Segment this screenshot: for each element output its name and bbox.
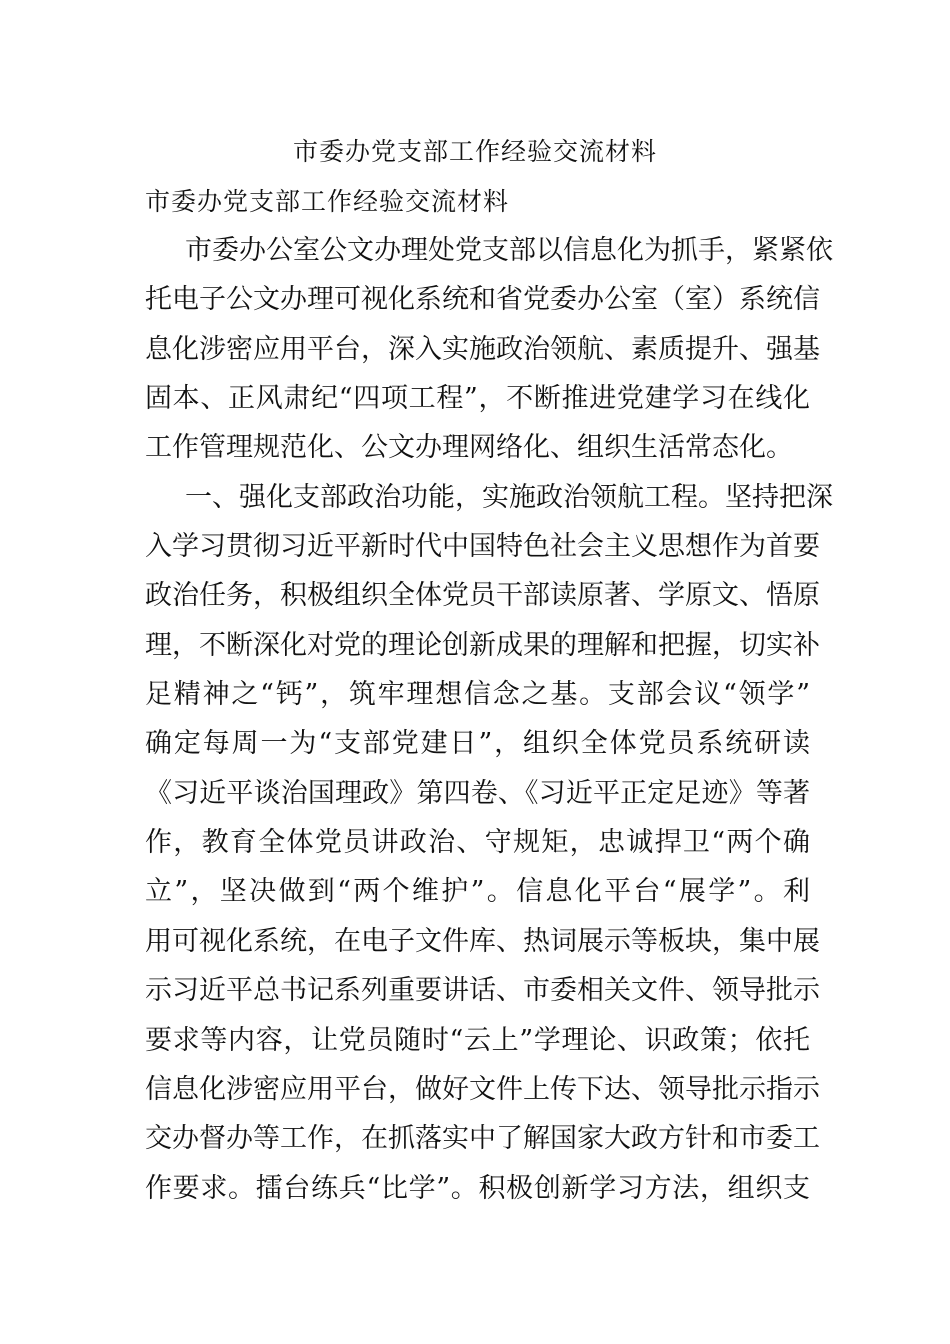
text-line: 交办督办等工作，在抓落实中了解国家大政方针和市委工: [145, 1123, 820, 1155]
text-line: 作要求。擂台练兵“比学”。积极创新学习方法，组织支: [145, 1172, 810, 1204]
text-line: 足精神之“钙”，筑牢理想信念之基。支部会议“领学”: [145, 679, 810, 711]
document-title: 市委办党支部工作经验交流材料: [292, 137, 657, 166]
text-line: 立”，坚决做到“两个维护”。信息化平台“展学”。利: [145, 876, 810, 908]
text-line: 托电子公文办理可视化系统和省党委办公室（室）系统信: [145, 284, 820, 316]
text-line: 工作管理规范化、公文办理网络化、组织生活常态化。: [145, 432, 793, 464]
text-line: 息化涉密应用平台，深入实施政治领航、素质提升、强基: [145, 333, 820, 365]
text-line: 一、强化支部政治功能，实施政治领航工程。坚持把深: [185, 481, 833, 513]
document-body: [145, 226, 833, 1213]
text-line: 用可视化系统，在电子文件库、热词展示等板块，集中展: [145, 925, 820, 957]
text-line: 《习近平谈治国理政》第四卷、《习近平正定足迹》等著: [145, 777, 810, 809]
document-subtitle: 市委办党支部工作经验交流材料: [145, 187, 510, 216]
text-line: 信息化涉密应用平台，做好文件上传下达、领导批示指示: [145, 1073, 820, 1105]
text-line: 确定每周一为“支部党建日”，组织全体党员系统研读: [145, 728, 810, 760]
text-line: 作，教育全体党员讲政治、守规矩，忠诚捍卫“两个确: [145, 827, 810, 859]
text-line: 政治任务，积极组织全体党员干部读原著、学原文、悟原: [145, 580, 820, 612]
text-line: 理，不断深化对党的理论创新成果的理解和把握，切实补: [145, 629, 820, 661]
text-line: 示习近平总书记系列重要讲话、市委相关文件、领导批示: [145, 975, 820, 1007]
text-line: 固本、正风肃纪“四项工程”，不断推进党建学习在线化: [145, 383, 810, 415]
text-line: 入学习贯彻习近平新时代中国特色社会主义思想作为首要: [145, 531, 820, 563]
text-line: 要求等内容，让党员随时“云上”学理论、识政策；依托: [145, 1024, 810, 1056]
text-line: 市委办公室公文办理处党支部以信息化为抓手，紧紧依: [185, 235, 833, 266]
